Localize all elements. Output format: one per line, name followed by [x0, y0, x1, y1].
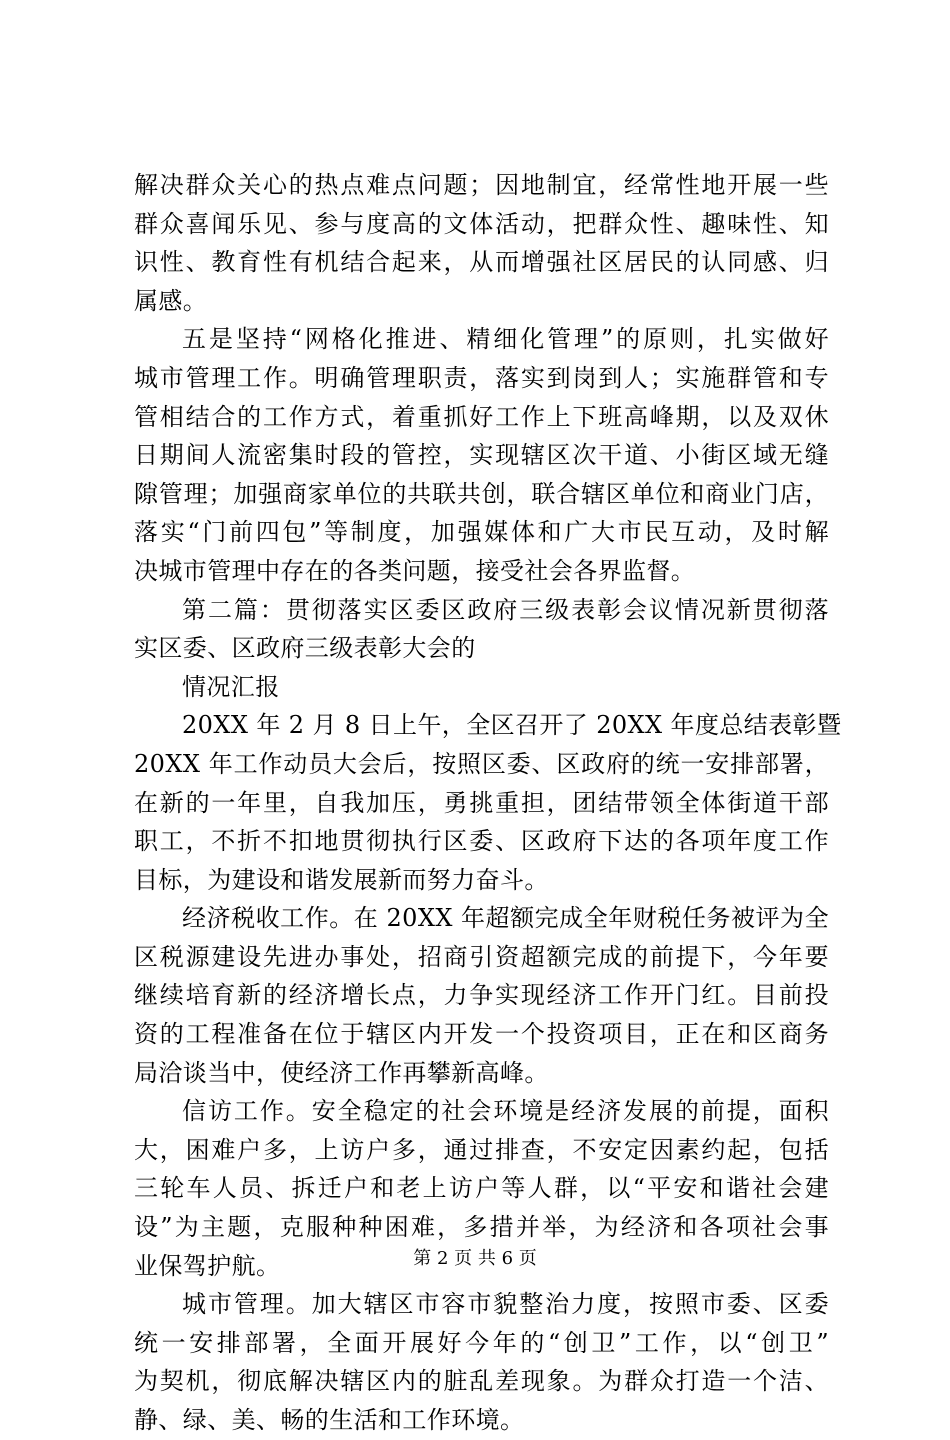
text-line: 为契机，彻底解决辖区内的脏乱差现象。为群众打造一个洁、 — [134, 1367, 829, 1396]
text-line: 群众喜闻乐见、参与度高的文体活动，把群众性、趣味性、知 — [134, 209, 829, 238]
text-line: 管相结合的工作方式，着重抓好工作上下班高峰期，以及双休 — [134, 402, 829, 431]
text-line: 属感。 — [134, 286, 208, 315]
page-number-footer: 第 2 页 共 6 页 — [413, 1248, 537, 1269]
text-line: 在新的一年里，自我加压，勇挑重担，团结带领全体街道干部 — [134, 788, 829, 817]
paragraph-first-line: 经济税收工作。在 20XX 年超额完成全年财税任务被评为全 — [182, 904, 829, 933]
text-line: 局洽谈当中，使经济工作再攀新高峰。 — [134, 1058, 549, 1087]
text-line: 资的工程准备在位于辖区内开发一个投资项目，正在和区商务 — [134, 1020, 829, 1049]
text-line: 业保驾护航。 — [134, 1251, 281, 1280]
paragraph-first-line: 城市管理。加大辖区市容市貌整治力度，按照市委、区委 — [182, 1290, 829, 1319]
text-line: 决城市管理中存在的各类问题，接受社会各界监督。 — [134, 556, 696, 585]
text-line: 目标，为建设和谐发展新而努力奋斗。 — [134, 865, 549, 894]
report-title: 情况汇报 — [182, 672, 280, 701]
text-line: 静、绿、美、畅的生活和工作环境。 — [134, 1406, 525, 1434]
text-line: 设”为主题，克服种种困难，多措并举，为经济和各项社会事 — [134, 1213, 829, 1242]
text-line: 统一安排部署，全面开展好今年的“创卫”工作，以“创卫” — [134, 1328, 829, 1357]
text-line: 20XX 年工作动员大会后，按照区委、区政府的统一安排部署， — [134, 749, 829, 778]
text-line: 城市管理工作。明确管理职责，落实到岗到人；实施群管和专 — [134, 363, 829, 392]
paragraph-first-line: 20XX 年 2 月 8 日上午，全区召开了 20XX 年度总结表彰暨 — [182, 711, 842, 740]
text-line: 落实“门前四包”等制度，加强媒体和广大市民互动，及时解 — [134, 518, 829, 547]
text-line: 日期间人流密集时段的管控，实现辖区次干道、小街区域无缝 — [134, 441, 829, 470]
text-line: 大，困难户多，上访户多，通过排查，不安定因素约起，包括 — [134, 1135, 829, 1164]
text-line: 解决群众关心的热点难点问题；因地制宜，经常性地开展一些 — [134, 171, 829, 199]
text-line: 继续培育新的经济增长点，力争实现经济工作开门红。目前投 — [134, 981, 829, 1010]
text-line: 识性、教育性有机结合起来，从而增强社区居民的认同感、归 — [134, 248, 829, 277]
section-heading-line: 第二篇：贯彻落实区委区政府三级表彰会议情况新贯彻落 — [182, 595, 829, 624]
text-line: 隙管理；加强商家单位的共联共创，联合辖区单位和商业门店， — [134, 479, 829, 508]
text-line: 职工，不折不扣地贯彻执行区委、区政府下达的各项年度工作 — [134, 827, 829, 856]
text-line: 区税源建设先进办事处，招商引资超额完成的前提下，今年要 — [134, 942, 829, 971]
paragraph-first-line: 五是坚持“网格化推进、精细化管理”的原则，扎实做好 — [182, 325, 829, 354]
paragraph-first-line: 信访工作。安全稳定的社会环境是经济发展的前提，面积 — [182, 1097, 829, 1126]
text-line: 三轮车人员、拆迁户和老上访户等人群，以“平安和谐社会建 — [134, 1174, 829, 1203]
section-heading-line: 实区委、区政府三级表彰大会的 — [134, 634, 476, 663]
